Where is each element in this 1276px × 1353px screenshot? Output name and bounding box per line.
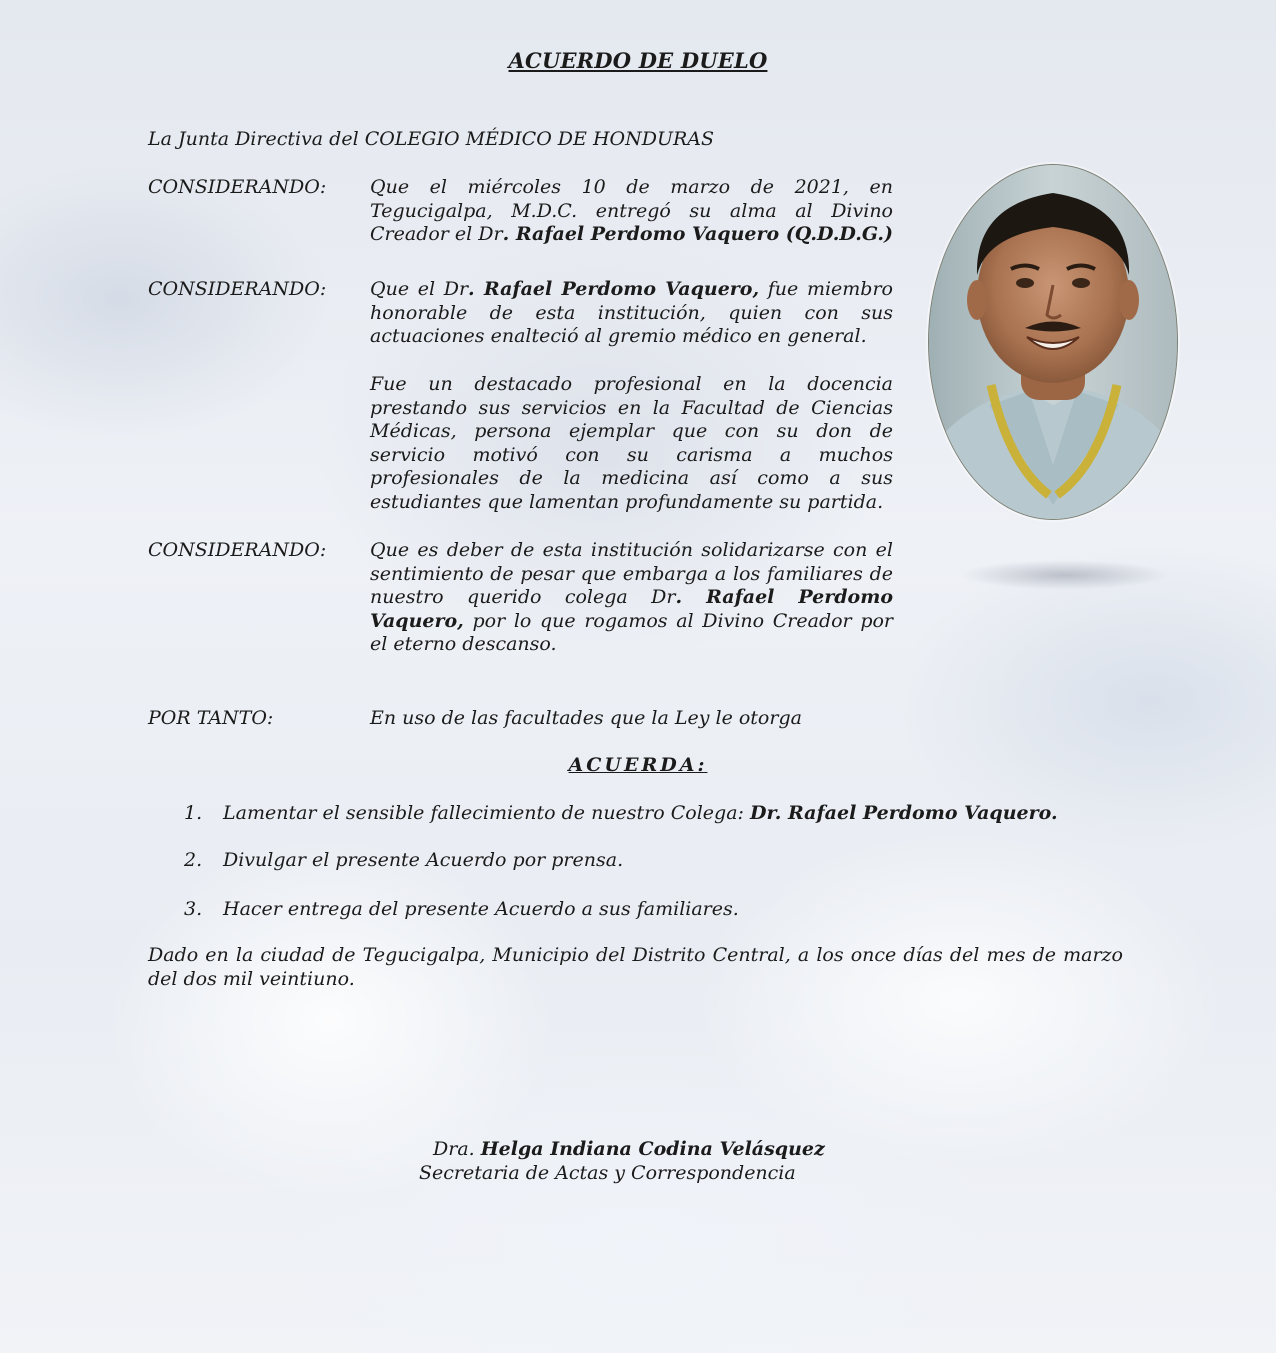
considerando-text-2 (370, 278, 893, 349)
por-tanto-text: En uso de las facultades que la Ley le otorga (370, 707, 802, 729)
dado-paragraph: Dado en la ciudad de Tegucigalpa, Municipio del Distrito Central, a los once días del mes de marzo del dos mil veintiuno. (148, 944, 1123, 990)
portrait-illustration (929, 165, 1177, 519)
signature-role: Secretaria de Actas y Correspondencia (419, 1162, 796, 1184)
signature-fullname: Helga Indiana Codina Velásquez (480, 1138, 825, 1160)
considerando-text-3 (370, 539, 893, 657)
portrait-photo (928, 164, 1178, 520)
considerando-text-1 (370, 176, 893, 247)
considerando-text-1-pre: Que el miércoles 10 de marzo de 2021, en Tegucigalpa, M.D.C. entregó su alma al Divino Creador el Dr (370, 176, 893, 245)
considerando-text-3-bold: . Rafael Perdomo Vaquero, (370, 586, 893, 632)
acuerdo-item-1-text: Lamentar el sensible fallecimiento de nuestro Colega: (223, 802, 750, 824)
acuerda-heading: ACUERDA: (568, 754, 708, 776)
acuerdo-item-2-text: Divulgar el presente Acuerdo por prensa. (223, 849, 624, 871)
considerando-label-3: CONSIDERANDO: (148, 539, 327, 561)
acuerdo-item-1-bold: Dr. Rafael Perdomo Vaquero. (749, 802, 1058, 824)
signature-name (433, 1138, 825, 1160)
acuerdo-item-3-text: Hacer entrega del presente Acuerdo a sus familiares. (223, 898, 739, 920)
considerando-text-2-bold: . Rafael Perdomo Vaquero, (468, 278, 760, 300)
considerando-text-2b-pre: Fue un destacado profesional en la docencia prestando sus servicios en la Facultad de Ciencias Médicas, persona ejemplar que con su don de servicio motivó con su carisma a muchos profesionales de la medicina así como a sus estudiantes que lamentan profundamente su partida. (370, 373, 893, 513)
considerando-label-2: CONSIDERANDO: (148, 278, 327, 300)
document-title: ACUERDO DE DUELO (508, 48, 768, 73)
considerando-text-1-bold: . Rafael Perdomo Vaquero (Q.D.D.G.) (502, 223, 893, 245)
acuerdo-item-1-number: 1. (184, 802, 203, 824)
considerando-text-3-post: por lo que rogamos al Divino Creador por el eterno descanso. (370, 609, 893, 655)
acuerdo-item-3-number: 3. (184, 898, 203, 920)
considerando-text-2b (370, 373, 893, 514)
decorative-shadow (960, 560, 1170, 590)
acuerdo-item-2 (184, 849, 623, 871)
acuerdo-item-2-number: 2. (184, 849, 203, 871)
considerando-text-2-post: fue miembro honorable de esta institución, quien con sus actuaciones enalteció al gremio médico en general. (370, 278, 893, 347)
intro-line: La Junta Directiva del COLEGIO MÉDICO DE HONDURAS (148, 128, 715, 150)
por-tanto-label: POR TANTO: (148, 707, 274, 729)
acuerdo-item-3 (184, 898, 739, 920)
considerando-text-3-pre: Que es deber de esta institución solidarizarse con el sentimiento de pesar que embarga a los familiares de nuestro querido colega Dr (370, 539, 893, 608)
signature-prefix: Dra. (433, 1138, 481, 1160)
acuerdo-item-1 (184, 802, 1058, 824)
considerando-label-1: CONSIDERANDO: (148, 176, 327, 198)
considerando-text-2-pre: Que el Dr (370, 278, 469, 300)
